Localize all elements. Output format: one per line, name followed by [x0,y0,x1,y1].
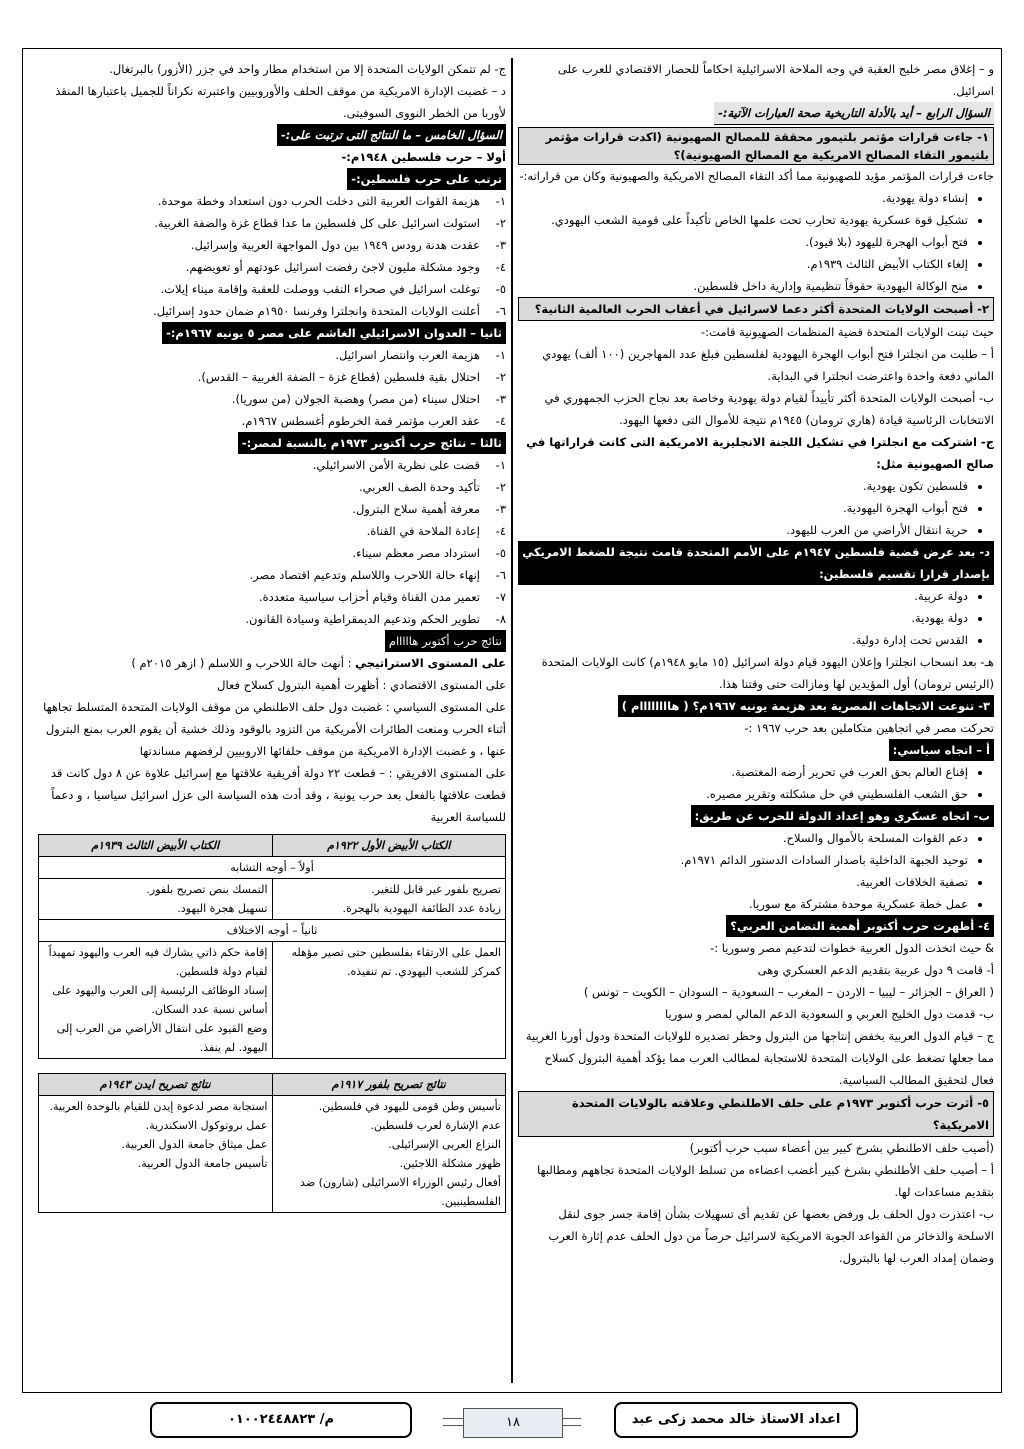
s2d-title: د- بعد عرض قضية فلسطين ١٩٤٧م على الأمم المتحدة قامت نتيجة للضغط الامريكي بإصدار قرارا تقسيم فلسطين: [518,541,994,585]
s1-bullets [518,187,994,297]
table-cell: تأسيس وطن قومى لليهود في فلسطين. عدم الإشارة لعرب فلسطين. النزاع العربى الإسرائيلى. ظهور مشكلة اللاجئين. أفعال رئيس الوزراء الاسرائيلى (شارون) ضد الفلسطينيين. [272,1096,506,1213]
war73-list [38,454,506,630]
list-item: • حق الشعب الفلسطيني في حل مشكلته وتقرير مصيره. [518,783,968,805]
list-item: • تشكيل قوة عسكرية يهودية تحارب تحت علمها الخاص تأكيداً على قومية الشعب اليهودي. [518,209,968,231]
page-number-badge [443,1402,581,1438]
oct-results-title: نتائج حرب أكتوبر هااااام [385,630,506,652]
s2e-line: هـ- بعد انسحاب انجلترا وإعلان اليهود قيام دولة اسرائيل (١٥ مايو ١٩٤٨م) كانت الولايات المتحدة (الرئيس ترومان) أول المؤيدين لها ومازالت حتى وقتنا هذا. [541,655,994,691]
list-item: • فلسطين تكون يهودية. [518,475,968,497]
s4-line: ب- قدمت دول الخليج العربي و السعودية الدعم المالي لمصر و سوريا [665,1007,994,1021]
list-item: • عمل خطة عسكرية موحدة مشتركة مع سوريا. [518,893,968,915]
s4-line: & حيث اتخذت الدول العربية خطوات لتدعيم مصر وسوريا :- [710,941,994,955]
s4-title: ٤- أظهرت حرب أكتوبر أهمية التضامن العربي؟ [726,915,994,937]
table-cell: التمسك بنص تصريح بلفور. تسهيل هجرة اليهود. [39,879,273,920]
oct-level: على المستوى الاقتصادي : أظهرت أهمية البترول كسلاح فعال [217,678,506,692]
s3-body: تحركت مصر في اتجاهين متكاملين بعد حرب ١٩٦٧ :- [744,721,994,735]
list-item: • دعم القوات المسلحة بالأموال والسلاح. [518,827,968,849]
s4-line: ج – قيام الدول العربية بخفض إنتاجها من البترول وحظر تصديره للولايات المتحدة ودول أوربا الغربية مما جعلها تضغط على الولايات المتحدة للاستجابة لمطالب العرب مما يؤكد أهمية البترول كسلاح فعال لتحقيق المطالب السياسية. [525,1029,994,1087]
list-item: • فتح أبواب الهجرة اليهودية. [518,497,968,519]
s2-line: أ – طلبت من انجلترا فتح أبواب الهجرة اليهودية لفلسطين فبلغ عدد المهاجرين (١٠٠ ألف) يهودي الماني دفعة واحدة واعترضت انجلترا في البداية. [542,347,994,383]
oct-level: على المستوى السياسي : غضبت دول حلف الاطلنطي من موقف الولايات المتحدة المتسلط تجاهها أثناء الحرب ومنعت الطائرات الأمريكية من التزود بالوقود وذلك خشية أن يقوم العرب بمنع البترول عنها ، و غضبت الإدارة الامريكية من موقف حلفائها الاروبيين لرفضهم مساندتها [43,700,506,758]
s3a-title: أ – اتجاه سياسي: [889,739,994,761]
list-item: ٤-إعادة الملاحة في القناة. [366,524,506,538]
list-item: ٢-احتلال بقية فلسطين (قطاع غزة – الضفة الغربية – القدس). [197,370,506,384]
s3b-bullets [518,827,994,915]
list-item: ١-هزيمة العرب وانتصار اسرائيل. [335,348,506,362]
s1-body: جاءت قرارات المؤتمر مؤيد للصهيونية مما أكد التقاء المصالح الامريكية والصهيونية وكان من قراراته:- [519,169,994,183]
top-line: د – غضبت الإدارة الامريكية من موقف الحلف والأوروبيين واعتبرته نكراناً للجميل باعتبارها المنقذ لأوربا من الخطر النووى السوفيتى. [55,84,506,120]
s5-line: (أصيب حلف الاطلنطي بشرخ كبير بين أعضاء سبب حرب أكتوبر) [689,1141,994,1155]
s5-line: أ – أصيب حلف الأطلنطي بشرخ كبير أغضب اعضاءه من تسلط الولايات المتحدة تجاههم ومطالبها بتقديم مساعدات لها. [536,1163,994,1199]
list-item: • القدس تحت إدارة دولية. [518,629,968,651]
s1-title: ١- جاءت قرارات مؤتمر بلتيمور محققة للمصالح الصهيونية (اكدت قرارات مؤتمر بلتيمور التقاء المصالح الامريكية مع المصالح الصهيونية)؟ [518,127,994,165]
list-item: • توحيد الجبهة الداخلية باصدار السادات الدستور الدائم ١٩٧١م. [518,849,968,871]
list-item: • حرية انتقال الأراضي من العرب لليهود. [518,519,968,541]
author-box: اعداد الاستاذ خالد محمد زكى عبد [614,1402,858,1438]
s2d-bullets [518,585,994,651]
list-item: ٣-معرفة أهمية سلاح البترول. [352,502,506,516]
list-item: • تصفية الخلافات العربية. [518,871,968,893]
s3b-title: ب- اتجاه عسكري وهو إعداد الدولة للحرب عن طريق: [691,805,994,827]
list-item: ٤-وجود مشكلة مليون لاجئ رفضت اسرائيل عودتهم أو تعويضهم. [185,260,506,274]
white-papers-table [38,834,506,1059]
table-cell: العمل على الارتقاء بفلسطين حتى تصير مؤهله كمركز للشعب اليهودي. تم تنفيذه. [272,942,506,1059]
list-item: ٣-عقدت هدنة رودس ١٩٤٩ بين دول المواجهة العربية وإسرائيل. [190,238,506,252]
intro-line: و – إغلاق مصر خليج العقبة في وجه الملاحة الاسرائيلية احكاماً للحصار الاقتصادي للعرب على اسرائيل. [557,62,994,98]
right-column [518,58,994,1269]
s2-line: حيث تبنت الولايات المتحدة قضية المنظمات الصهيونية قامت:- [701,325,994,339]
s3a-bullets [518,761,994,805]
list-item: ١-قضت على نظرية الأمن الاسرائيلي. [312,458,506,472]
s4-line: أ- قامت ٩ دول عربية بتقديم الدعم العسكري وهى [757,963,994,977]
s2c-title: ج- اشتركت مع انجلترا في تشكيل اللجنة الانجليزية الامريكية التى كانت قراراتها في صالح الصهيونية مثل: [526,435,994,471]
war48-list [38,190,506,322]
q5-title: السؤال الخامس – ما النتائج التى ترتبت على:- [277,124,506,146]
list-item: ٥-استرداد مصر معظم سيناء. [352,546,506,560]
column-divider [511,58,513,1383]
war48-title: أولا – حرب فلسطين ١٩٤٨م:- [341,150,506,164]
list-item: ٣-احتلال سيناء (من مصر) وهضبة الجولان (من سوريا). [231,392,506,406]
list-item: ٨-تطوير الحكم وتدعيم الديمقراطية وسيادة القانون. [245,612,506,626]
list-item: ٥-توغلت اسرائيل في صحراء النقب ووصلت للعقبة وإقامة ميناء إيلات. [160,282,506,296]
war67-list [38,344,506,432]
s3-title: ٣- تنوعت الاتجاهات المصرية بعد هزيمة يونيه ١٩٦٧م؟ ( هاااااااام ) [618,695,994,717]
list-item: ٦-إنهاء حالة اللاحرب واللاسلم وتدعيم اقتصاد مصر. [249,568,506,582]
oct-level: على المستوى الافريقي : – قطعت ٢٢ دولة أفريقية علاقتها مع إسرائيل علاوة عن ٨ دول كانت قد قطعت علاقتها بالفعل بعد حرب يونية ، وقد أدت هذه السياسة الى عزل اسرائيل سياسيا ، و دعماً للسياسة العربية [50,766,506,824]
list-item: • إلغاء الكتاب الأبيض الثالث ١٩٣٩م. [518,253,968,275]
table-cell: استجابة مصر لدعوة إيدن للقيام بالوحدة العربية. عمل بروتوكول الاسكندرية. عمل ميثاق جامعة الدول العربية. تأسيس جامعة الدول العربية. [39,1096,273,1213]
table-header: نتائج تصريح بلفور ١٩١٧م [272,1074,506,1096]
declarations-table [38,1073,506,1213]
section-row: ثانياً – أوجه الاختلاف [39,920,506,942]
list-item: ٢-استولت اسرائيل على كل فلسطين ما عدا قطاع غزة والضفة الغربية. [154,216,506,230]
s2-title: ٢- أصبحت الولايات المتحدة أكثر دعما لاسرائيل في أعقاب الحرب العالمية الثانية؟ [518,297,994,321]
war67-title: ثانيا – العدوان الاسرائيلي الغاشم على مصر ٥ يونيه ١٩٦٧م:- [162,322,506,344]
war73-title: ثالثا – نتائج حرب أكتوبر ١٩٧٣م بالنسبة لمصر:- [238,432,506,454]
list-item: • منح الوكالة اليهودية حقوقاً تنظيمية وإدارية داخل فلسطين. [518,275,968,297]
s2-line: ب- أصبحت الولايات المتحدة أكثر تأييداً لقيام دولة يهودية وخاصة بعد نجاح الحزب الجمهوري في الانتخابات الرئاسية قيادة (هاري ترومان) ١٩٤٥م نتيجة للأموال التى دفعها اليهود. [544,391,994,427]
list-item: • إنشاء دولة يهودية. [518,187,968,209]
s5-line: ب- اعتذرت دول الحلف بل ورفض بعضها عن تقديم أى تسهيلات بشأن إقامة جسر جوى لنقل الاسلحة والذخائر من القواعد الجوية الامريكية لاسرائيل حرصاً من دول الحلف عدم إثارة العرب وضمان إمداد العرب لها بالبترول. [548,1207,994,1265]
page-number: ١٨ [463,1408,563,1438]
war48-sub: ترتب على حرب فلسطين:- [347,168,506,190]
list-item: • إقناع العالم بحق العرب في تحرير أرضه المغتصبة. [518,761,968,783]
list-item: • فتح أبواب الهجرة لليهود (بلا قيود). [518,231,968,253]
list-item: ٧-تعمير مدن القناة وقيام أحزاب سياسية متعددة. [258,590,506,604]
table-header: نتائج تصريح ايدن ١٩٤٣م [39,1074,273,1096]
list-item: ١-هزيمة القوات العربية التى دخلت الحرب دون استعداد وخطة موحدة. [157,194,506,208]
q4-title: السؤال الرابع – أيد بالأدلة التاريخية صحة العبارات الآتية:- [714,102,994,125]
list-item: • دولة عربية. [518,585,968,607]
list-item: ٢-تأكيد وحدة الصف العربي. [359,480,506,494]
table-cell: تصريح بلفور غير قابل للتغير. زيادة عدد الطائفة اليهودية بالهجرة. [272,879,506,920]
table-header: الكتاب الأبيض الأول ١٩٢٢م [272,835,506,857]
list-item: ٤-عقد العرب مؤتمر قمة الخرطوم أغسطس ١٩٦٧م. [241,414,506,428]
s4-line: ( العراق – الجزائر – ليبيا – الاردن – المغرب – السعودية – السودان – الكويت – تونس ) [583,985,994,999]
s5-title: ٥- أثرت حرب أكتوبر ١٩٧٣م على حلف الاطلنطي وعلاقته بالولايات المتحدة الامريكية؟ [518,1091,994,1137]
list-item: ٦-أعلنت الولايات المتحدة وانجلترا وفرنسا ١٩٥٠م ضمان حدود إسرائيل. [153,304,506,318]
section-row: أولاً – أوجه التشابه [39,857,506,879]
table-header: الكتاب الأبيض الثالث ١٩٣٩م [39,835,273,857]
left-column [38,58,506,1213]
table-cell: إقامة حكم ذاتي يشارك فيه العرب واليهود تمهيداً لقيام دولة فلسطين. إسناد الوظائف الرئيسية إلى العرب واليهود على أساس نسبة عدد السكان. وضع القيود على انتقال الأراضي من العرب إلى اليهود. لم ينفذ. [39,942,273,1059]
phone-box: م/ ٠١٠٠٢٤٤٨٨٢٣ [150,1402,412,1438]
s2c-bullets [518,475,994,541]
list-item: • دولة يهودية. [518,607,968,629]
oct-level: على المستوى الاستراتيجي : أنهت حالة اللاحرب و اللاسلم ( ازهر ٢٠١٥م ) [131,656,506,670]
top-line: ج- لم تتمكن الولايات المتحدة إلا من استخدام مطار واحد في جزر (الأزور) بالبرتغال. [109,62,506,76]
